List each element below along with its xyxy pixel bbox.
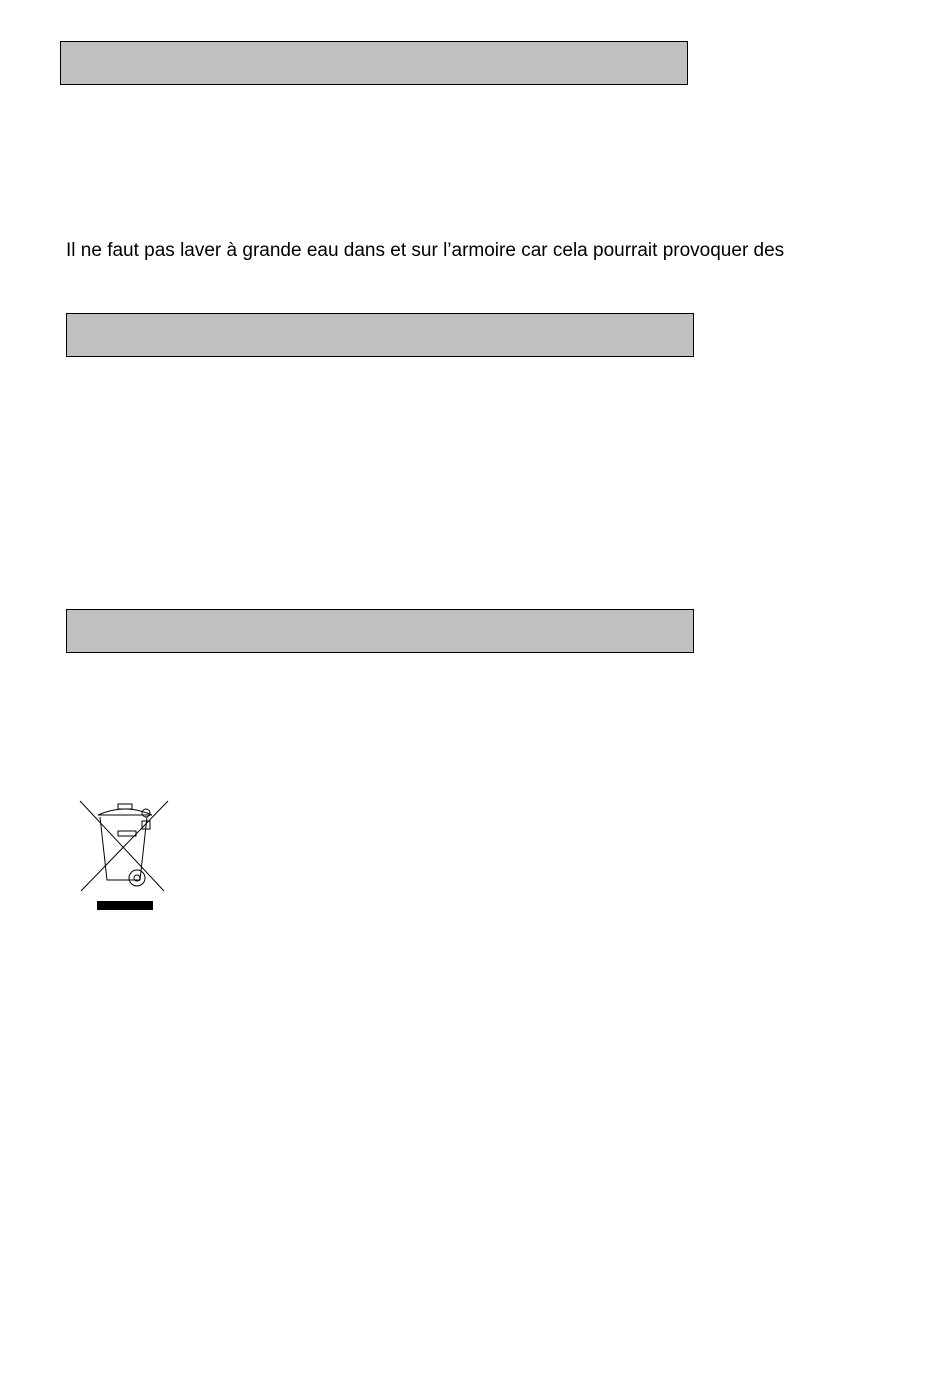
section-header-bar-2	[66, 313, 694, 357]
cleaning-instruction-text: Il ne faut pas laver à grande eau dans et sur l’armoire car cela pourrait provoquer des	[66, 240, 785, 261]
crossed-out-wheelie-bin-icon	[78, 800, 170, 912]
section-header-bar-3	[66, 609, 694, 653]
section-header-bar-1	[60, 41, 688, 85]
